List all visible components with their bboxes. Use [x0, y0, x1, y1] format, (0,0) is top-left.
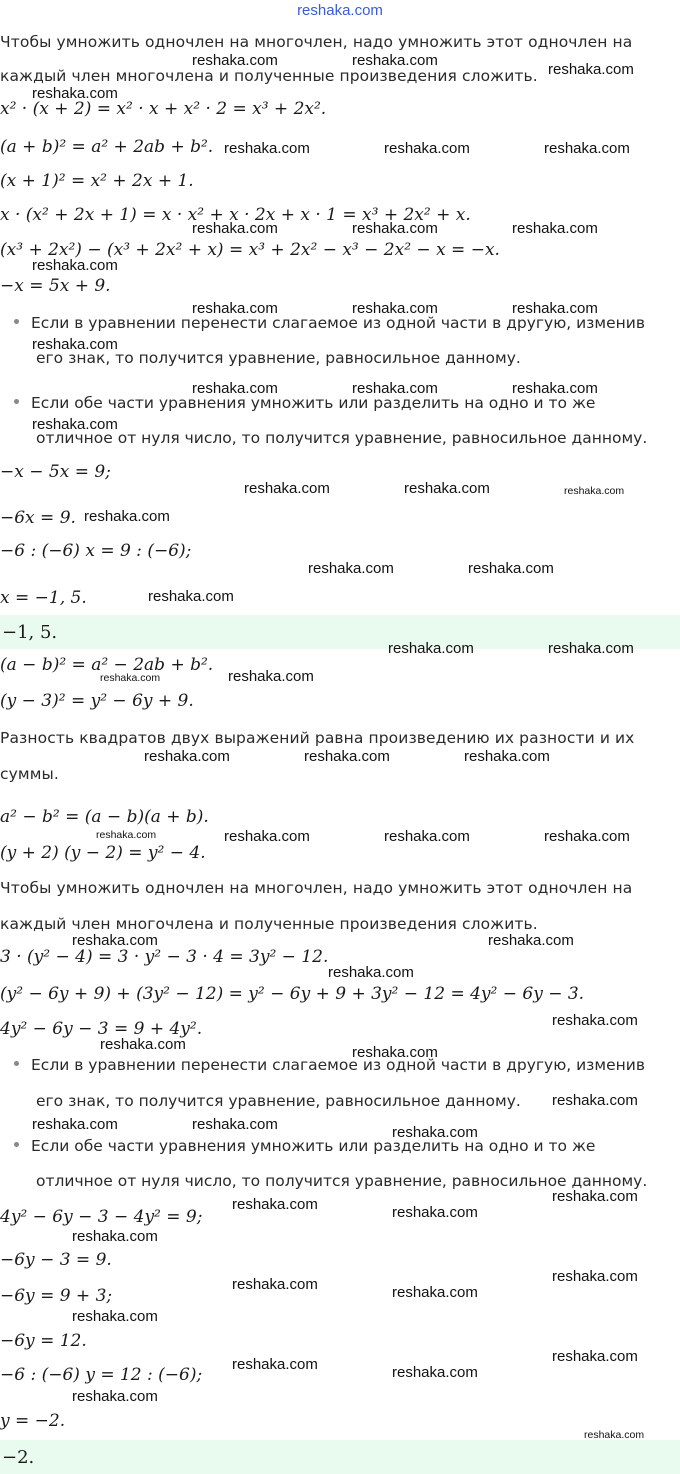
rule-text: каждый член многочлена и полученные произведения сложить. [0, 915, 538, 933]
watermark: reshaka.com [544, 140, 630, 157]
rule-text: суммы. [0, 765, 59, 783]
watermark: reshaka.com [488, 932, 574, 949]
watermark: reshaka.com [552, 1268, 638, 1285]
rule-text: Разность квадратов двух выражений равна произведению их разности и их [0, 729, 635, 747]
math-line: 3 · (y² − 4) = 3 · y² − 3 · 4 = 3y² − 12. [0, 947, 329, 967]
bullet-text: отличное от нуля число, то получится уравнение, равносильное данному. [36, 1172, 648, 1190]
rule-text: Чтобы умножить одночлен на многочлен, надо умножить этот одночлен на [0, 33, 633, 51]
math-line: (a − b)² = a² − 2ab + b². [0, 655, 214, 675]
math-line: a² − b² = (a − b)(a + b). [0, 807, 209, 827]
math-line: −6y − 3 = 9. [0, 1250, 112, 1270]
answer-1: −1, 5. [2, 622, 58, 643]
rule-text: Чтобы умножить одночлен на многочлен, надо умножить этот одночлен на [0, 879, 633, 897]
watermark: reshaka.com [352, 1044, 438, 1061]
math-line: y = −2. [0, 1411, 66, 1431]
watermark: reshaka.com [304, 748, 390, 765]
watermark: reshaka.com [384, 140, 470, 157]
math-line: 4y² − 6y − 3 − 4y² = 9; [0, 1207, 203, 1227]
watermark: reshaka.com [308, 560, 394, 577]
math-line: −x = 5x + 9. [0, 276, 111, 296]
watermark: reshaka.com [192, 52, 278, 69]
watermark: reshaka.com [144, 748, 230, 765]
watermark: reshaka.com [32, 85, 118, 102]
math-line: (x + 1)² = x² + 2x + 1. [0, 171, 194, 191]
math-line: −6 : (−6) x = 9 : (−6); [0, 541, 192, 561]
watermark: reshaka.com [552, 1348, 638, 1365]
bullet-item: Если обе части уравнения умножить или разделить на одно и то же [14, 394, 595, 412]
watermark: reshaka.com [512, 300, 598, 317]
math-line: (x³ + 2x²) − (x³ + 2x² + x) = x³ + 2x² − x³ − 2x² − x = −x. [0, 240, 500, 260]
bullet-text: его знак, то получится уравнение, равносильное данному. [36, 349, 521, 367]
watermark: reshaka.com [192, 1116, 278, 1133]
watermark: reshaka.com [72, 1308, 158, 1325]
watermark: reshaka.com [584, 1429, 645, 1441]
watermark: reshaka.com [384, 828, 470, 845]
watermark: reshaka.com [352, 380, 438, 397]
math-line: −6y = 12. [0, 1331, 87, 1351]
watermark: reshaka.com [468, 560, 554, 577]
bullet-icon [14, 399, 19, 404]
math-line: −6x = 9. [0, 508, 76, 528]
watermark: reshaka.com [96, 829, 157, 841]
answer-2: −2. [2, 1447, 35, 1468]
watermark: reshaka.com [564, 485, 625, 497]
watermark: reshaka.com [404, 480, 490, 497]
site-header[interactable]: reshaka.com [297, 2, 383, 19]
watermark: reshaka.com [512, 220, 598, 237]
watermark: reshaka.com [32, 416, 118, 433]
bullet-text: его знак, то получится уравнение, равносильное данному. [36, 1092, 521, 1110]
bullet-item: Если в уравнении перенести слагаемое из одной части в другую, изменив [14, 1056, 645, 1074]
watermark: reshaka.com [32, 1116, 118, 1133]
math-line: x = −1, 5. [0, 588, 87, 608]
watermark: reshaka.com [72, 1228, 158, 1245]
math-line: −x − 5x = 9; [0, 462, 111, 482]
watermark: reshaka.com [552, 1012, 638, 1029]
bullet-item: Если в уравнении перенести слагаемое из одной части в другую, изменив [14, 314, 645, 332]
watermark: reshaka.com [232, 1276, 318, 1293]
watermark: reshaka.com [244, 480, 330, 497]
math-line: x² · (x + 2) = x² · x + x² · 2 = x³ + 2x². [0, 99, 327, 119]
watermark: reshaka.com [392, 1364, 478, 1381]
watermark: reshaka.com [32, 257, 118, 274]
watermark: reshaka.com [192, 220, 278, 237]
watermark: reshaka.com [512, 380, 598, 397]
bullet-icon [14, 1142, 19, 1147]
watermark: reshaka.com [192, 380, 278, 397]
watermark: reshaka.com [464, 748, 550, 765]
watermark: reshaka.com [392, 1124, 478, 1141]
math-line: x · (x² + 2x + 1) = x · x² + x · 2x + x · 1 = x³ + 2x² + x. [0, 205, 471, 225]
watermark: reshaka.com [548, 640, 634, 657]
watermark: reshaka.com [32, 336, 118, 353]
watermark: reshaka.com [232, 1356, 318, 1373]
watermark: reshaka.com [352, 220, 438, 237]
watermark: reshaka.com [548, 61, 634, 78]
math-line: (y − 3)² = y² − 6y + 9. [0, 691, 194, 711]
watermark: reshaka.com [388, 640, 474, 657]
watermark: reshaka.com [224, 828, 310, 845]
math-line: −6y = 9 + 3; [0, 1286, 113, 1306]
watermark: reshaka.com [544, 828, 630, 845]
watermark: reshaka.com [100, 672, 161, 684]
watermark: reshaka.com [228, 668, 314, 685]
math-line: −6 : (−6) y = 12 : (−6); [0, 1365, 203, 1385]
watermark: reshaka.com [552, 1092, 638, 1109]
bullet-item: Если обе части уравнения умножить или разделить на одно и то же [14, 1137, 595, 1155]
watermark: reshaka.com [392, 1204, 478, 1221]
rule-text: каждый член многочлена и полученные произведения сложить. [0, 67, 538, 85]
math-line: (a + b)² = a² + 2ab + b². [0, 137, 214, 157]
watermark: reshaka.com [352, 300, 438, 317]
math-line: 4y² − 6y − 3 = 9 + 4y². [0, 1019, 203, 1039]
answer-band-2 [0, 1440, 680, 1474]
bullet-text: отличное от нуля число, то получится уравнение, равносильное данному. [36, 429, 648, 447]
watermark: reshaka.com [84, 508, 170, 525]
math-line: (y² − 6y + 9) + (3y² − 12) = y² − 6y + 9 + 3y² − 12 = 4y² − 6y − 3. [0, 984, 585, 1004]
watermark: reshaka.com [148, 588, 234, 605]
watermark: reshaka.com [352, 52, 438, 69]
watermark: reshaka.com [328, 964, 414, 981]
watermark: reshaka.com [192, 300, 278, 317]
watermark: reshaka.com [224, 140, 310, 157]
watermark: reshaka.com [100, 1036, 186, 1053]
watermark: reshaka.com [72, 932, 158, 949]
watermark: reshaka.com [232, 1196, 318, 1213]
bullet-icon [14, 319, 19, 324]
bullet-icon [14, 1061, 19, 1066]
math-line: (y + 2) (y − 2) = y² − 4. [0, 843, 206, 863]
watermark: reshaka.com [72, 1388, 158, 1405]
watermark: reshaka.com [552, 1188, 638, 1205]
watermark: reshaka.com [392, 1284, 478, 1301]
